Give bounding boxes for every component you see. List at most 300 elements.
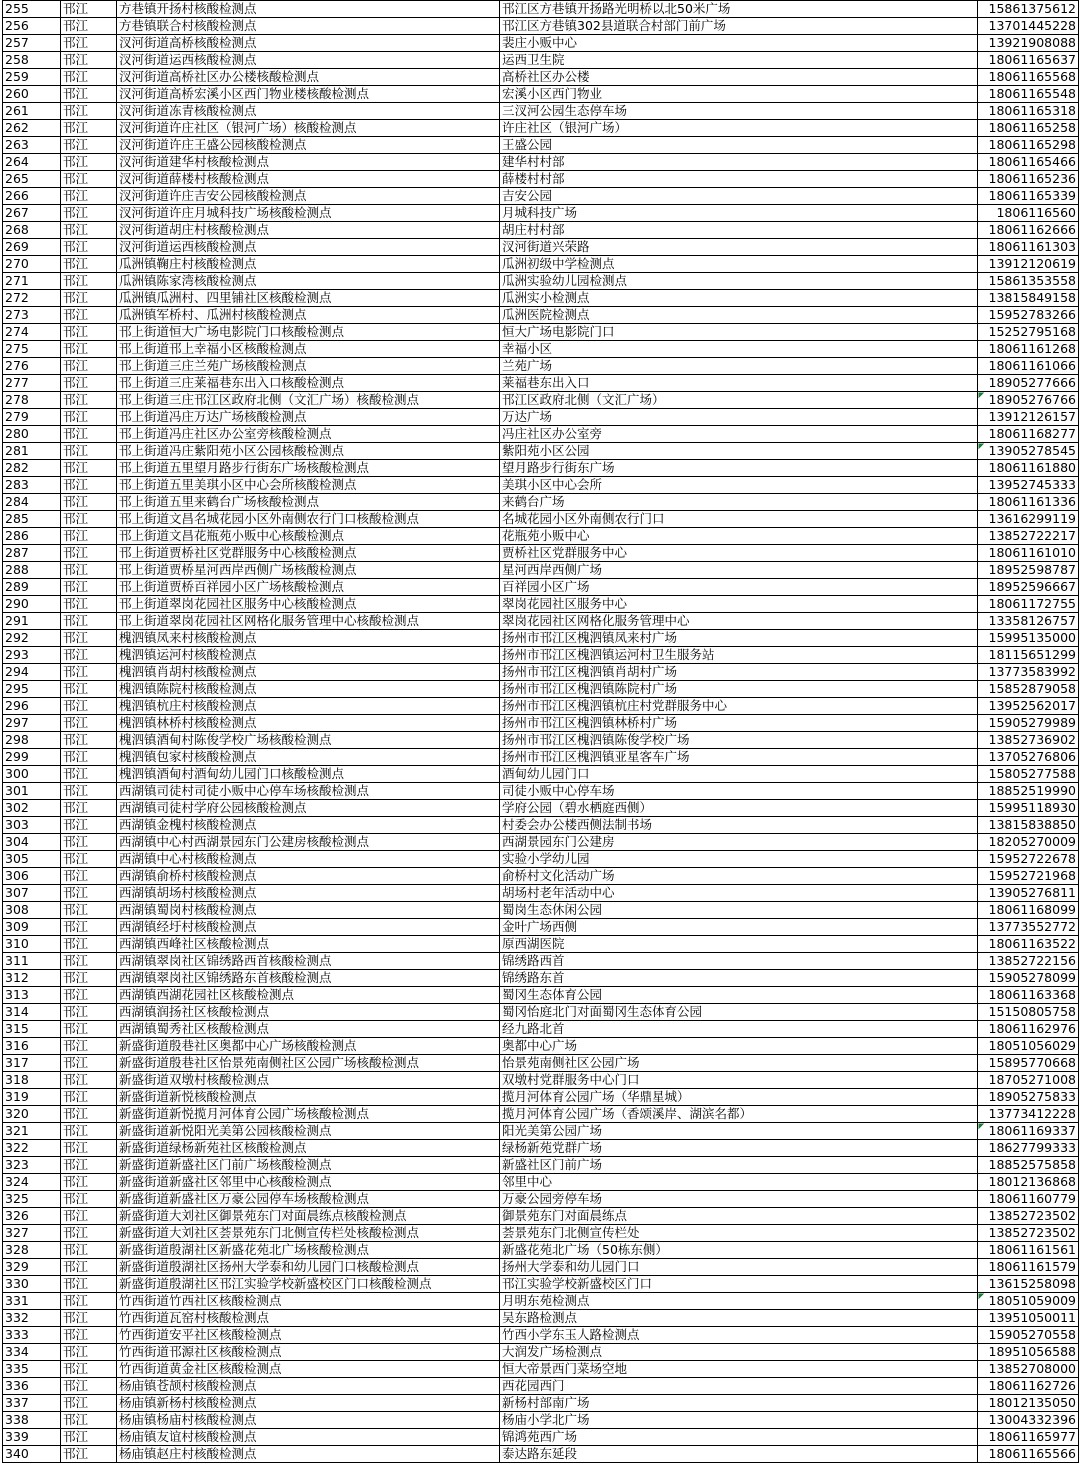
- district-cell: 邗江: [61, 273, 117, 290]
- phone-cell: 15995118930: [978, 800, 1079, 817]
- district-cell: 邗江: [61, 1344, 117, 1361]
- district-cell: 邗江: [61, 1429, 117, 1446]
- phone-cell: 13905276811: [978, 885, 1079, 902]
- site-name-cell: 槐泗镇酒甸村酒甸幼儿园门口核酸检测点: [117, 766, 500, 783]
- site-name-cell: 新盛街道绿杨新苑社区核酸检测点: [117, 1140, 500, 1157]
- phone-cell: 15995135000: [978, 630, 1079, 647]
- site-address-cell: 绿杨新苑党群广场: [500, 1140, 978, 1157]
- table-row: [3, 596, 1079, 613]
- site-name-cell: 槐泗镇杭庄村核酸检测点: [117, 698, 500, 715]
- table-row: [3, 1259, 1079, 1276]
- row-number-cell: 320: [3, 1106, 61, 1123]
- row-number-cell: 293: [3, 647, 61, 664]
- site-name-cell: 新盛街道殷湖社区新盛花苑北广场核酸检测点: [117, 1242, 500, 1259]
- table-row: [3, 256, 1079, 273]
- district-cell: 邗江: [61, 290, 117, 307]
- phone-cell: 15150805758: [978, 1004, 1079, 1021]
- phone-cell: 18061161066: [978, 358, 1079, 375]
- phone-cell: 13852722217: [978, 528, 1079, 545]
- district-cell: 邗江: [61, 1361, 117, 1378]
- site-address-cell: 锦绣路东首: [500, 970, 978, 987]
- site-name-cell: 邗上街道三庄邗江区政府北侧（文汇广场）核酸检测点: [117, 392, 500, 409]
- site-name-cell: 槐泗镇陈院村核酸检测点: [117, 681, 500, 698]
- district-cell: 邗江: [61, 86, 117, 103]
- phone-cell: 15252795168: [978, 324, 1079, 341]
- table-row: [3, 902, 1079, 919]
- district-cell: 邗江: [61, 1293, 117, 1310]
- row-number-cell: 300: [3, 766, 61, 783]
- phone-cell: 18061165977: [978, 1429, 1079, 1446]
- row-number-cell: 259: [3, 69, 61, 86]
- site-name-cell: 方巷镇联合村核酸检测点: [117, 18, 500, 35]
- row-number-cell: 269: [3, 239, 61, 256]
- site-name-cell: 邗上街道五里望月路步行街东广场核酸检测点: [117, 460, 500, 477]
- district-cell: 邗江: [61, 1446, 117, 1463]
- site-address-cell: 蜀岗生态休闲公园: [500, 902, 978, 919]
- district-cell: 邗江: [61, 188, 117, 205]
- row-number-cell: 317: [3, 1055, 61, 1072]
- row-number-cell: 330: [3, 1276, 61, 1293]
- row-number-cell: 332: [3, 1310, 61, 1327]
- row-number-cell: 297: [3, 715, 61, 732]
- site-name-cell: 汊河街道运西核酸检测点: [117, 52, 500, 69]
- district-cell: 邗江: [61, 171, 117, 188]
- site-address-cell: 月城科技广场: [500, 205, 978, 222]
- site-name-cell: 新盛街道新盛社区门前广场核酸检测点: [117, 1157, 500, 1174]
- site-address-cell: 吉安公园: [500, 188, 978, 205]
- district-cell: 邗江: [61, 392, 117, 409]
- site-name-cell: 邗上街道冯庄紫阳苑小区公园核酸检测点: [117, 443, 500, 460]
- site-address-cell: 胡庄村村部: [500, 222, 978, 239]
- phone-cell: 18061165258: [978, 120, 1079, 137]
- row-number-cell: 255: [3, 1, 61, 18]
- district-cell: 邗江: [61, 562, 117, 579]
- row-number-cell: 285: [3, 511, 61, 528]
- row-number-cell: 336: [3, 1378, 61, 1395]
- district-cell: 邗江: [61, 1123, 117, 1140]
- site-address-cell: 扬州市邗江区槐泗镇亚星客车广场: [500, 749, 978, 766]
- site-name-cell: 邗上街道贾桥百祥园小区广场核酸检测点: [117, 579, 500, 596]
- row-number-cell: 257: [3, 35, 61, 52]
- table-row: [3, 494, 1079, 511]
- district-cell: 邗江: [61, 1021, 117, 1038]
- table-row: [3, 52, 1079, 69]
- site-address-cell: 星河西岸西侧广场: [500, 562, 978, 579]
- district-cell: 邗江: [61, 1242, 117, 1259]
- table-row: [3, 426, 1079, 443]
- row-number-cell: 299: [3, 749, 61, 766]
- site-name-cell: 邗上街道恒大广场电影院门口核酸检测点: [117, 324, 500, 341]
- site-name-cell: 竹西街道安平社区核酸检测点: [117, 1327, 500, 1344]
- table-row: [3, 35, 1079, 52]
- phone-cell: 18061172755: [978, 596, 1079, 613]
- site-address-cell: 实验小学幼儿园: [500, 851, 978, 868]
- site-address-cell: 美琪小区中心会所: [500, 477, 978, 494]
- row-number-cell: 271: [3, 273, 61, 290]
- table-row: [3, 647, 1079, 664]
- site-name-cell: 汊河街道高桥宏溪小区西门物业楼核酸检测点: [117, 86, 500, 103]
- row-number-cell: 302: [3, 800, 61, 817]
- district-cell: 邗江: [61, 885, 117, 902]
- row-number-cell: 321: [3, 1123, 61, 1140]
- site-address-cell: 建华村村部: [500, 154, 978, 171]
- site-address-cell: 瓜洲实验幼儿园检测点: [500, 273, 978, 290]
- site-name-cell: 邗上街道五里来鹤台广场核酸检测点: [117, 494, 500, 511]
- site-address-cell: 汊河街道兴荣路: [500, 239, 978, 256]
- site-address-cell: 月明东苑检测点: [500, 1293, 978, 1310]
- site-address-cell: 杨庙小学北广场: [500, 1412, 978, 1429]
- row-number-cell: 292: [3, 630, 61, 647]
- row-number-cell: 309: [3, 919, 61, 936]
- site-name-cell: 西湖镇中心村西湖景园东门公建房核酸检测点: [117, 834, 500, 851]
- phone-cell: 13773552772: [978, 919, 1079, 936]
- district-cell: 邗江: [61, 1225, 117, 1242]
- site-name-cell: 槐泗镇运河村核酸检测点: [117, 647, 500, 664]
- district-cell: 邗江: [61, 732, 117, 749]
- site-name-cell: 杨庙镇杨庙村核酸检测点: [117, 1412, 500, 1429]
- table-row: [3, 664, 1079, 681]
- phone-cell: 18061165466: [978, 154, 1079, 171]
- table-row: [3, 1021, 1079, 1038]
- row-number-cell: 290: [3, 596, 61, 613]
- site-name-cell: 邗上街道文昌名城花园小区外南侧农行门口核酸检测点: [117, 511, 500, 528]
- site-address-cell: 竹西小学东玉人路检测点: [500, 1327, 978, 1344]
- site-name-cell: 竹西街道竹西社区核酸检测点: [117, 1293, 500, 1310]
- phone-cell: 18061161010: [978, 545, 1079, 562]
- row-number-cell: 305: [3, 851, 61, 868]
- site-name-cell: 西湖镇西湖花园社区核酸检测点: [117, 987, 500, 1004]
- district-cell: 邗江: [61, 1259, 117, 1276]
- phone-cell: 18012135050: [978, 1395, 1079, 1412]
- district-cell: 邗江: [61, 902, 117, 919]
- site-address-cell: 新盛社区门前广场: [500, 1157, 978, 1174]
- phone-cell: 13852723502: [978, 1225, 1079, 1242]
- site-address-cell: 兰苑广场: [500, 358, 978, 375]
- site-name-cell: 竹西街道瓦窑村核酸检测点: [117, 1310, 500, 1327]
- district-cell: 邗江: [61, 1208, 117, 1225]
- phone-cell: 18061165236: [978, 171, 1079, 188]
- site-address-cell: 邻里中心: [500, 1174, 978, 1191]
- phone-cell: 15952721968: [978, 868, 1079, 885]
- table-row: [3, 324, 1079, 341]
- site-address-cell: 揽月河体育公园广场（华鼎星城）: [500, 1089, 978, 1106]
- site-address-cell: 恒大帝景西门菜场空地: [500, 1361, 978, 1378]
- row-number-cell: 312: [3, 970, 61, 987]
- row-number-cell: 318: [3, 1072, 61, 1089]
- district-cell: 邗江: [61, 477, 117, 494]
- table-row: [3, 1429, 1079, 1446]
- district-cell: 邗江: [61, 1310, 117, 1327]
- site-name-cell: 邗上街道邗上幸福小区核酸检测点: [117, 341, 500, 358]
- phone-cell: 18061165318: [978, 103, 1079, 120]
- phone-cell: 13852736902: [978, 732, 1079, 749]
- site-name-cell: 邗上街道三庄兰苑广场核酸检测点: [117, 358, 500, 375]
- site-name-cell: 新盛街道双墩村核酸检测点: [117, 1072, 500, 1089]
- site-name-cell: 邗上街道冯庄社区办公室旁核酸检测点: [117, 426, 500, 443]
- district-cell: 邗江: [61, 1072, 117, 1089]
- row-number-cell: 283: [3, 477, 61, 494]
- district-cell: 邗江: [61, 1378, 117, 1395]
- site-address-cell: 幸福小区: [500, 341, 978, 358]
- table-row: [3, 1395, 1079, 1412]
- row-number-cell: 331: [3, 1293, 61, 1310]
- site-address-cell: 万达广场: [500, 409, 978, 426]
- site-address-cell: 胡场村老年活动中心: [500, 885, 978, 902]
- row-number-cell: 296: [3, 698, 61, 715]
- table-row: [3, 800, 1079, 817]
- row-number-cell: 265: [3, 171, 61, 188]
- phone-cell: 13815849158: [978, 290, 1079, 307]
- site-address-cell: 邗江区政府北侧（文汇广场）: [500, 392, 978, 409]
- table-row: [3, 86, 1079, 103]
- phone-cell: 13852708000: [978, 1361, 1079, 1378]
- row-number-cell: 306: [3, 868, 61, 885]
- site-address-cell: 瓜洲实小检测点: [500, 290, 978, 307]
- row-number-cell: 338: [3, 1412, 61, 1429]
- phone-cell: 18061165566: [978, 1446, 1079, 1463]
- district-cell: 邗江: [61, 953, 117, 970]
- table-row: [3, 358, 1079, 375]
- phone-cell: 18905275833: [978, 1089, 1079, 1106]
- phone-cell: 15861375612: [978, 1, 1079, 18]
- district-cell: 邗江: [61, 137, 117, 154]
- row-number-cell: 327: [3, 1225, 61, 1242]
- site-address-cell: 望月路步行街东广场: [500, 460, 978, 477]
- site-name-cell: 汊河街道建华村核酸检测点: [117, 154, 500, 171]
- site-address-cell: 王盛公园: [500, 137, 978, 154]
- phone-cell: 13921908088: [978, 35, 1079, 52]
- district-cell: 邗江: [61, 545, 117, 562]
- row-number-cell: 324: [3, 1174, 61, 1191]
- phone-cell: 18061169337: [978, 1123, 1079, 1140]
- district-cell: 邗江: [61, 970, 117, 987]
- row-number-cell: 279: [3, 409, 61, 426]
- district-cell: 邗江: [61, 1055, 117, 1072]
- row-number-cell: 275: [3, 341, 61, 358]
- district-cell: 邗江: [61, 1327, 117, 1344]
- table-row: [3, 868, 1079, 885]
- row-number-cell: 278: [3, 392, 61, 409]
- row-number-cell: 256: [3, 18, 61, 35]
- row-number-cell: 286: [3, 528, 61, 545]
- table-row: [3, 171, 1079, 188]
- table-row: [3, 1446, 1079, 1463]
- site-name-cell: 西湖镇胡场村核酸检测点: [117, 885, 500, 902]
- site-name-cell: 西湖镇润扬社区核酸检测点: [117, 1004, 500, 1021]
- district-cell: 邗江: [61, 1089, 117, 1106]
- site-name-cell: 杨庙镇苍颉村核酸检测点: [117, 1378, 500, 1395]
- table-body: [3, 1, 1079, 1463]
- row-number-cell: 334: [3, 1344, 61, 1361]
- site-address-cell: 扬州市邗江区槐泗镇杭庄村党群服务中心: [500, 698, 978, 715]
- district-cell: 邗江: [61, 1157, 117, 1174]
- row-number-cell: 313: [3, 987, 61, 1004]
- site-address-cell: 运西卫生院: [500, 52, 978, 69]
- site-address-cell: 蜀冈生态体育公园: [500, 987, 978, 1004]
- site-address-cell: 莱福巷东出入口: [500, 375, 978, 392]
- phone-cell: 18627799333: [978, 1140, 1079, 1157]
- district-cell: 邗江: [61, 375, 117, 392]
- site-address-cell: 锦绣路西首: [500, 953, 978, 970]
- district-cell: 邗江: [61, 409, 117, 426]
- district-cell: 邗江: [61, 766, 117, 783]
- phone-cell: 13905278545: [978, 443, 1079, 460]
- site-address-cell: 扬州市邗江区槐泗镇陈俊学校广场: [500, 732, 978, 749]
- phone-cell: 18705271008: [978, 1072, 1079, 1089]
- site-name-cell: 西湖镇俞桥村核酸检测点: [117, 868, 500, 885]
- row-number-cell: 289: [3, 579, 61, 596]
- row-number-cell: 335: [3, 1361, 61, 1378]
- row-number-cell: 266: [3, 188, 61, 205]
- district-cell: 邗江: [61, 630, 117, 647]
- district-cell: 邗江: [61, 613, 117, 630]
- table-row: [3, 1225, 1079, 1242]
- phone-cell: 13852723502: [978, 1208, 1079, 1225]
- row-number-cell: 281: [3, 443, 61, 460]
- row-number-cell: 270: [3, 256, 61, 273]
- site-address-cell: 翠岗花园社区服务中心: [500, 596, 978, 613]
- site-name-cell: 新盛街道大刘社区御景苑东门对面晨练点核酸检测点: [117, 1208, 500, 1225]
- site-name-cell: 新盛街道新悦阳光美第公园核酸检测点: [117, 1123, 500, 1140]
- phone-cell: 13773583992: [978, 664, 1079, 681]
- site-name-cell: 新盛街道殷巷社区怡景苑南侧社区公园广场核酸检测点: [117, 1055, 500, 1072]
- site-address-cell: 司徒小贩中心停车场: [500, 783, 978, 800]
- site-name-cell: 新盛街道新悦核酸检测点: [117, 1089, 500, 1106]
- site-address-cell: 三汊河公园生态停车场: [500, 103, 978, 120]
- phone-cell: 18061160779: [978, 1191, 1079, 1208]
- table-row: [3, 1378, 1079, 1395]
- phone-cell: 1806116560: [978, 205, 1079, 222]
- phone-cell: 18061161880: [978, 460, 1079, 477]
- site-name-cell: 新盛街道新盛社区万豪公园停车场核酸检测点: [117, 1191, 500, 1208]
- row-number-cell: 276: [3, 358, 61, 375]
- site-name-cell: 西湖镇经圩村核酸检测点: [117, 919, 500, 936]
- table-row: [3, 766, 1079, 783]
- site-name-cell: 邗上街道三庄莱福巷东出入口核酸检测点: [117, 375, 500, 392]
- phone-cell: 18205270009: [978, 834, 1079, 851]
- phone-cell: 18061161561: [978, 1242, 1079, 1259]
- row-number-cell: 294: [3, 664, 61, 681]
- district-cell: 邗江: [61, 936, 117, 953]
- district-cell: 邗江: [61, 1140, 117, 1157]
- site-address-cell: 来鹤台广场: [500, 494, 978, 511]
- table-row: [3, 681, 1079, 698]
- table-row: [3, 205, 1079, 222]
- phone-cell: 18061161336: [978, 494, 1079, 511]
- table-row: [3, 477, 1079, 494]
- site-name-cell: 西湖镇司徒村司徒小贩中心停车场核酸检测点: [117, 783, 500, 800]
- row-number-cell: 264: [3, 154, 61, 171]
- site-name-cell: 邗上街道翠岗花园社区网格化服务管理中心核酸检测点: [117, 613, 500, 630]
- phone-cell: 18061161303: [978, 239, 1079, 256]
- site-address-cell: 阳光美第公园广场: [500, 1123, 978, 1140]
- table-row: [3, 307, 1079, 324]
- site-name-cell: 西湖镇中心村核酸检测点: [117, 851, 500, 868]
- row-number-cell: 273: [3, 307, 61, 324]
- district-cell: 邗江: [61, 1395, 117, 1412]
- table-row: [3, 154, 1079, 171]
- site-name-cell: 汊河街道许庄吉安公园核酸检测点: [117, 188, 500, 205]
- row-number-cell: 282: [3, 460, 61, 477]
- site-name-cell: 槐泗镇酒甸村陈俊学校广场核酸检测点: [117, 732, 500, 749]
- phone-cell: 13004332396: [978, 1412, 1079, 1429]
- site-address-cell: 扬州大学泰和幼儿园门口: [500, 1259, 978, 1276]
- row-number-cell: 301: [3, 783, 61, 800]
- site-name-cell: 槐泗镇凤来村核酸检测点: [117, 630, 500, 647]
- district-cell: 邗江: [61, 307, 117, 324]
- table-row: [3, 528, 1079, 545]
- phone-cell: 18012136868: [978, 1174, 1079, 1191]
- table-row: [3, 511, 1079, 528]
- row-number-cell: 261: [3, 103, 61, 120]
- district-cell: 邗江: [61, 749, 117, 766]
- site-address-cell: 泰达路东延段: [500, 1446, 978, 1463]
- district-cell: 邗江: [61, 358, 117, 375]
- table-row: [3, 1310, 1079, 1327]
- row-number-cell: 310: [3, 936, 61, 953]
- site-name-cell: 竹西街道黄金社区核酸检测点: [117, 1361, 500, 1378]
- phone-cell: 18061165339: [978, 188, 1079, 205]
- table-row: [3, 1208, 1079, 1225]
- district-cell: 邗江: [61, 596, 117, 613]
- phone-cell: 15895770668: [978, 1055, 1079, 1072]
- row-number-cell: 272: [3, 290, 61, 307]
- phone-cell: 13616299119: [978, 511, 1079, 528]
- table-row: [3, 545, 1079, 562]
- district-cell: 邗江: [61, 1191, 117, 1208]
- district-cell: 邗江: [61, 256, 117, 273]
- district-cell: 邗江: [61, 511, 117, 528]
- site-address-cell: 瓜洲医院检测点: [500, 307, 978, 324]
- row-number-cell: 307: [3, 885, 61, 902]
- site-name-cell: 汊河街道胡庄村核酸检测点: [117, 222, 500, 239]
- site-name-cell: 槐泗镇肖胡村核酸检测点: [117, 664, 500, 681]
- phone-cell: 18852575858: [978, 1157, 1079, 1174]
- table-row: [3, 732, 1079, 749]
- district-cell: 邗江: [61, 1, 117, 18]
- table-row: [3, 375, 1079, 392]
- phone-cell: 13815838850: [978, 817, 1079, 834]
- table-row: [3, 103, 1079, 120]
- row-number-cell: 280: [3, 426, 61, 443]
- phone-cell: 18061161268: [978, 341, 1079, 358]
- district-cell: 邗江: [61, 1412, 117, 1429]
- site-name-cell: 槐泗镇林桥村核酸检测点: [117, 715, 500, 732]
- row-number-cell: 315: [3, 1021, 61, 1038]
- district-cell: 邗江: [61, 1004, 117, 1021]
- row-number-cell: 337: [3, 1395, 61, 1412]
- site-name-cell: 槐泗镇包家村核酸检测点: [117, 749, 500, 766]
- table-row: [3, 936, 1079, 953]
- district-cell: 邗江: [61, 222, 117, 239]
- site-address-cell: 吴东路检测点: [500, 1310, 978, 1327]
- row-number-cell: 319: [3, 1089, 61, 1106]
- site-address-cell: 名城花园小区外南侧农行门口: [500, 511, 978, 528]
- row-number-cell: 284: [3, 494, 61, 511]
- table-row: [3, 1293, 1079, 1310]
- table-row: [3, 18, 1079, 35]
- site-address-cell: 薛楼村村部: [500, 171, 978, 188]
- site-address-cell: 翠岗花园社区网格化服务管理中心: [500, 613, 978, 630]
- site-name-cell: 新盛街道殷湖社区扬州大学泰和幼儿园门口核酸检测点: [117, 1259, 500, 1276]
- site-name-cell: 邗上街道冯庄万达广场核酸检测点: [117, 409, 500, 426]
- site-address-cell: 村委会办公楼西侧法制书场: [500, 817, 978, 834]
- site-address-cell: 揽月河体育公园广场（香颂溪岸、湖滨名都）: [500, 1106, 978, 1123]
- row-number-cell: 329: [3, 1259, 61, 1276]
- row-number-cell: 268: [3, 222, 61, 239]
- phone-cell: 13912120619: [978, 256, 1079, 273]
- table-row: [3, 1089, 1079, 1106]
